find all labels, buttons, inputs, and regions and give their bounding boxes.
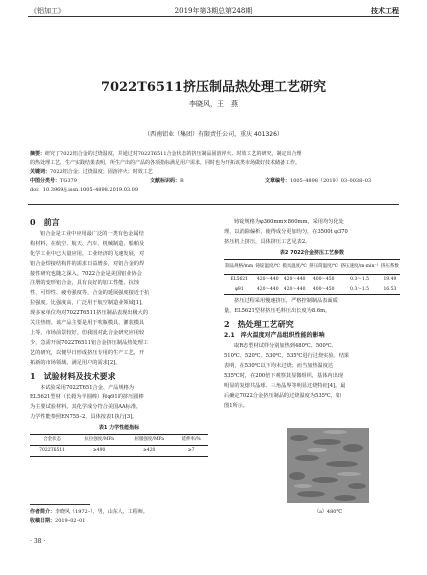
paper-title: 7022T6511挤压制品热处理工艺研究 [100, 80, 327, 95]
text-line: 拓新的市场领域，满足用户的需求[2]。 [30, 359, 121, 366]
micrograph-image [287, 428, 369, 503]
text-line: 拉强度。比强度高，广泛用于航空制造业领域[1]， [30, 300, 147, 307]
authors: 李晓风，王 燕 [189, 100, 238, 108]
extrusion-paragraph [224, 297, 400, 317]
ingot-paragraph [224, 218, 400, 248]
text-line: 化学工业中已大量应用。工业经济的飞速发展，对 [30, 250, 145, 257]
abstract-block [30, 150, 398, 195]
text-line: 挤压过程采用慢速挤压，严格控制制品表面质 [234, 298, 338, 305]
text-line: 上等，市场前景较好。但我国对此合金研究应用较 [30, 329, 145, 336]
table-header-row: 合金状态 抗拉强度/MPa 屈服强度/MPa 延伸率/% [30, 435, 208, 446]
text-line: 取R态型材试样分别加热到480℃、500℃、 [234, 343, 337, 350]
section-0-title: 0 前言 [30, 217, 60, 227]
table-row: 7022T6511 ≥490 ≥420 ≥7 [30, 445, 208, 456]
text-line: 铝合金焊接结构件的需求日益增多，对铝合金的焊 [30, 260, 145, 267]
text-line: 力学性能参照EN755–2，具体按表1执行[3]。 [30, 414, 138, 421]
text-line: 构材料，在航空、航天、汽车、机械制造、船舶及 [30, 240, 145, 247]
section-2-1-title: 2.1 淬火温度对产品组织性能的影响 [224, 332, 325, 340]
header-rule [28, 16, 399, 17]
page-number: · 38 · [30, 538, 46, 545]
text-line: 510℃、520℃、530℃、535℃进行过烧实验。结果 [224, 352, 350, 359]
text-line: 铸锭规格为φ360mm×860mm，采用均匀化处 [234, 219, 344, 225]
text-line: 注册的变形铝合金，具有良好的加工性能、抗蚀 [30, 280, 139, 287]
text-line: 量，EL5621型材挤压毛料压出长度为8.6m。 [224, 308, 331, 315]
text-line: 本试验采用7022T651合金、产品规格为 [40, 384, 135, 391]
abstract-line: 摘要：研究了7022铝合金的过烧温度，并通过对7022T6511合金状态的挤压制品固溶淬火、时效工艺的研究，制定出合理 [30, 151, 302, 157]
text-line: 现多家单位均对7022T6511挤压制品表现出极大的 [30, 310, 149, 317]
doi: doi：10.3969/j.issn.1005–4898.2019.03.09 [30, 187, 139, 193]
section-name: 技术工程 [371, 7, 399, 15]
text-line: 明显的复熔共晶球、三角晶界等明显过烧特征[4]。最 [224, 382, 346, 389]
text-line: 艺的研究，以便早日形成挤压专用的生产工艺，开 [30, 349, 145, 356]
abstract-rule [28, 204, 399, 205]
classification-row: 中图分类号：TG379 文献标识码：B 文章编号：1005–4898（2019）03–0038–03 [30, 178, 372, 184]
text-line: 535℃时，在200倍下观察其显微组织，基体内出现 [224, 372, 343, 379]
table-1-caption: 表1 力学性能指标 [98, 425, 140, 432]
affiliation: （西南铝业（集团）有限责任公司，重庆 401326） [144, 131, 283, 138]
journal-name: 《铝加工》 [30, 7, 65, 15]
section-2-title: 2 热处理工艺研究 [224, 319, 294, 330]
table-header-row: 制品规格/mm 铸锭温度/℃ 模具温度/℃ 挤压筒温度/℃ 挤压速度/m·min⁻¹ 挤压系数 [224, 259, 400, 274]
issue-info: 2019年第3期总第248期 [174, 7, 253, 15]
text-line: 铝合金是工业中应用最广泛的一类有色金属结 [40, 230, 144, 237]
text-line: EL5621型材（长毂为半圆棒）和φ91的挤压圆棒 [30, 394, 144, 401]
abstract-label: 摘要： [30, 151, 46, 157]
text-line: 理，以消除偏析，使得成分更加均匀，在3500t φ370 [224, 228, 348, 235]
keywords: 关键词：7022铝合金；过烧温度；固溶淬火；时效工艺 [30, 169, 153, 175]
text-line: 为主要试验材料。其化学成分符合美国AA标准， [30, 404, 142, 411]
intro-paragraph [30, 230, 208, 369]
text-line: 性、可焊性、疲劳强度等，合金的延展强度接近于抗 [30, 290, 150, 297]
right-column [224, 218, 400, 411]
figure-caption: （a）480℃ [313, 509, 343, 515]
text-line: 图1所示。 [224, 402, 249, 409]
section-1-title: 1 试验材料及技术要求 [30, 370, 116, 381]
text-line: 表明，在530℃以下均未过烧；而当加热温度达 [224, 362, 334, 369]
micrograph-texture [287, 428, 369, 503]
text-line: 接性研究也随之深入。7022合金是美国铝业协会 [30, 270, 142, 277]
text-line: 挤压机上挤压，具体挤压工艺见表2。 [224, 238, 311, 245]
table-row: φ91 420～440 420～440 400～450 0.3～1.5 16.53 [224, 285, 400, 295]
left-column [30, 218, 208, 457]
text-line: 关注热情。该产品主要是用于吹瓶模具、灌装模具 [30, 320, 145, 327]
materials-paragraph [30, 384, 208, 424]
text-line: 少，急需开展7022T6511铝合金挤压制品热处理工 [30, 339, 149, 346]
table-2-caption: 表2 7022合金挤压工艺参数 [279, 249, 345, 256]
footnote: 作者简介：李晓风（1972–），男，山东人，工程师。 收稿日期：2019–02–01 [30, 509, 148, 524]
text-line: 后确定7022合金挤压制品的过烧温度为535℃，如 [224, 392, 342, 399]
overburning-paragraph [224, 342, 400, 411]
table-row: EL5621 420～440 420～440 400～450 0.3～1.5 19.49 [230, 276, 397, 282]
table-2 [224, 259, 400, 296]
footnote-rule [30, 504, 90, 505]
abstract-line: 的热处理工艺，生产实践结果表明，所生产出的产品的各项指标满足用户需求，同时也为开拓该类市场做好技术储备工作。 [30, 160, 301, 166]
table-1 [30, 434, 208, 457]
